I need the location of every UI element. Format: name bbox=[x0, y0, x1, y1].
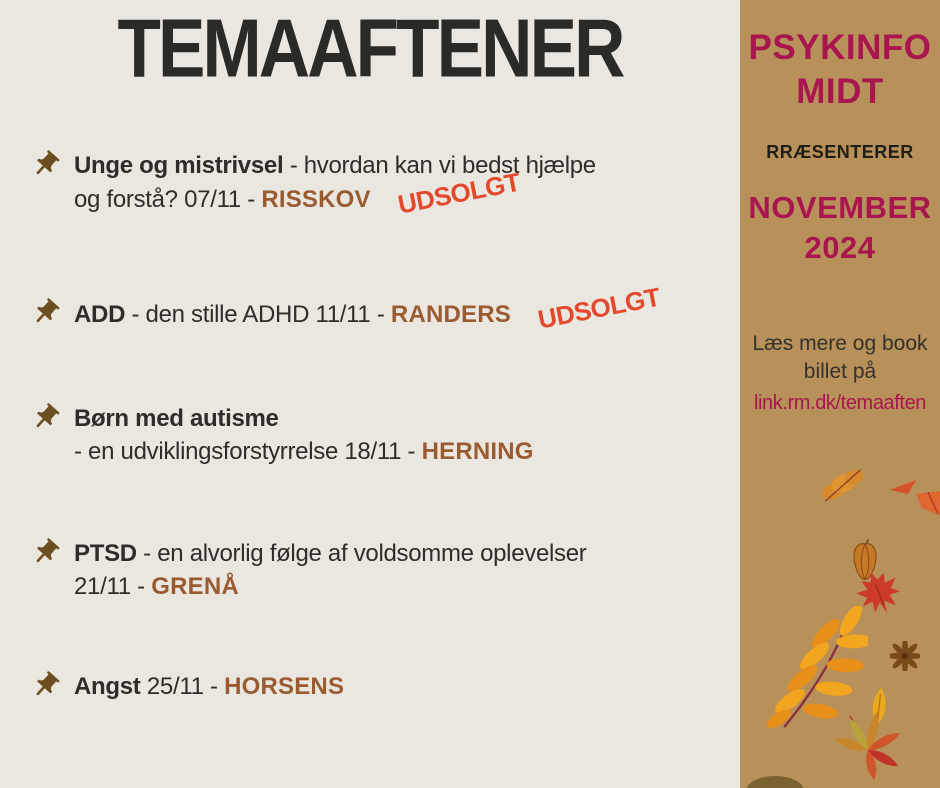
pushpin-icon bbox=[30, 297, 64, 331]
brand-line1: PSYKINFO bbox=[748, 28, 932, 67]
physalis-pod-icon bbox=[848, 538, 882, 587]
cta-text bbox=[740, 330, 940, 386]
event-text bbox=[74, 670, 720, 703]
brand-title bbox=[740, 26, 940, 114]
event-topic: ADD bbox=[74, 301, 126, 328]
event-date: og forstå? 07/11 - bbox=[74, 186, 262, 213]
event-item-unge bbox=[30, 149, 720, 220]
event-item-autisme bbox=[30, 402, 720, 468]
red-leaf-edge-icon bbox=[888, 476, 940, 523]
month-line1: NOVEMBER bbox=[748, 190, 932, 225]
event-location: RISSKOV bbox=[261, 186, 371, 213]
page-title: TEMAAFTENER bbox=[117, 1, 623, 95]
event-topic: Børn med autisme bbox=[74, 405, 279, 432]
pushpin-icon bbox=[30, 149, 64, 183]
event-topic: PTSD bbox=[74, 540, 137, 567]
pushpin-icon bbox=[30, 537, 64, 571]
presents-label: RRÆSENTERER bbox=[766, 142, 914, 162]
pushpin-icon bbox=[30, 670, 64, 704]
event-date: 25/11 - bbox=[140, 673, 225, 700]
rowan-leaf-icon bbox=[764, 606, 868, 739]
month-line2: 2024 bbox=[804, 230, 876, 265]
month-label bbox=[740, 188, 940, 268]
star-anise-icon bbox=[890, 641, 920, 676]
brand-line2: MIDT bbox=[796, 72, 884, 111]
event-desc: - den stille ADHD 11/11 - bbox=[125, 301, 391, 328]
event-text bbox=[74, 149, 720, 220]
event-topic: Angst bbox=[74, 673, 141, 700]
event-desc: - en udviklingsforstyrrelse 18/11 - bbox=[74, 438, 422, 465]
oak-leaf-icon bbox=[818, 465, 870, 512]
event-date: 21/11 - bbox=[74, 573, 152, 600]
event-location: HORSENS bbox=[224, 673, 345, 700]
creeper-leaf-icon bbox=[818, 712, 914, 788]
event-location: HERNING bbox=[421, 438, 534, 465]
event-text bbox=[74, 281, 720, 335]
booking-link[interactable]: link.rm.dk/temaaften bbox=[753, 392, 927, 414]
cta-line1: Læs mere og book bbox=[752, 332, 928, 355]
event-text bbox=[74, 402, 720, 468]
event-item-add bbox=[30, 281, 720, 335]
event-location: RANDERS bbox=[390, 301, 511, 328]
event-desc: - en alvorlig følge af voldsomme oplevelser bbox=[136, 540, 587, 567]
yellow-leaf-icon bbox=[866, 686, 892, 735]
sidebar bbox=[740, 0, 940, 788]
chestnut-icon bbox=[746, 776, 804, 788]
event-location: GRENÅ bbox=[151, 573, 239, 600]
event-desc: - hvordan kan vi bedst hjælpe bbox=[283, 152, 596, 179]
cta-line2: billet på bbox=[803, 360, 877, 383]
soldout-badge: UDSOLGT bbox=[535, 281, 663, 335]
event-item-ptsd bbox=[30, 537, 720, 603]
event-text bbox=[74, 537, 720, 603]
event-item-angst bbox=[30, 670, 720, 703]
maple-leaf-icon bbox=[856, 570, 902, 621]
event-topic: Unge og mistrivsel bbox=[74, 152, 284, 179]
pushpin-icon bbox=[30, 402, 64, 436]
soldout-badge: UDSOLGT bbox=[395, 166, 523, 220]
